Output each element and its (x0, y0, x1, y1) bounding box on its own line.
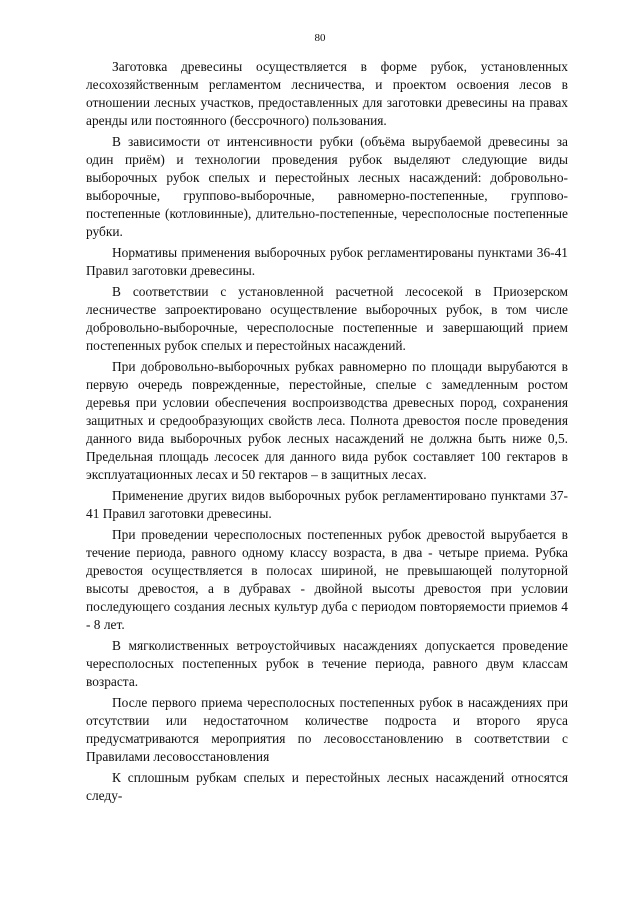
paragraph: В мягколиственных ветроустойчивых насаждениях допускается проведение чересполосных постепенных рубок в течение периода, равного двум классам возраста. (86, 638, 568, 689)
paragraph: В зависимости от интенсивности рубки (объёма вырубаемой древесины за один приём) и технологии проведения рубок выделяют следующие виды выборочных рубок спелых и перестойных лесных насаждений: добровольно-выборочные, группово-выборочные, равномерно-постепенные, группово-постепенные (котловинные), длительно-постепенные, чересполосные постепенные рубки. (86, 134, 568, 239)
paragraph: В соответствии с установленной расчетной лесосекой в Приозерском лесничестве запроектировано осуществление выборочных рубок, в том числе добровольно-выборочные, чересполосные постепенные и завершающий прием постепенных рубок спелых и перестойных насаждений. (86, 284, 568, 353)
paragraph: При добровольно-выборочных рубках равномерно по площади вырубаются в первую очередь поврежденные, перестойные, спелые с замедленным ростом деревья при условии обеспечения воспроизводства древесных пород, сохранения защитных и средообразующих свойств леса. Полнота древостоя после проведения данного вида выборочных рубок лесных насаждений не должна быть ниже 0,5. Предельная площадь лесосек для данного вида рубок составляет 100 гектаров в эксплуатационных лесах и 50 гектаров – в защитных лесах. (86, 359, 568, 482)
page-number: 80 (314, 32, 326, 44)
paragraph: При проведении чересполосных постепенных рубок древостой вырубается в течение периода, равного одному классу возраста, в два - четыре приема. Рубка древостоя осуществляется в полосах шириной, не превышающей полуторной высоты древостоя, а в дубравах - двойной высоты древостоя при условии последующего создания лесных культур дуба с периодом повторяемости приемов 4 - 8 лет. (86, 527, 568, 632)
paragraph: Заготовка древесины осуществляется в форме рубок, установленных лесохозяйственным регламентом лесничества, и проектом освоения лесов в отношении лесных участков, предоставленных для заготовки древесины на правах аренды или постоянного (бессрочного) пользования. (86, 59, 568, 128)
paragraph: После первого приема чересполосных постепенных рубок в насаждениях при отсутствии или недостаточном количестве подроста и второго яруса предусматриваются мероприятия по лесовосстановлению в соответствии с Правилами лесовосстановления (86, 695, 568, 764)
paragraph: К сплошным рубкам спелых и перестойных лесных насаждений относятся следу- (86, 770, 568, 803)
paragraph: Применение других видов выборочных рубок регламентировано пунктами 37-41 Правил заготовки древесины. (86, 488, 568, 521)
paragraph: Нормативы применения выборочных рубок регламентированы пунктами 36-41 Правил заготовки древесины. (86, 245, 568, 278)
page-body (86, 58, 568, 808)
